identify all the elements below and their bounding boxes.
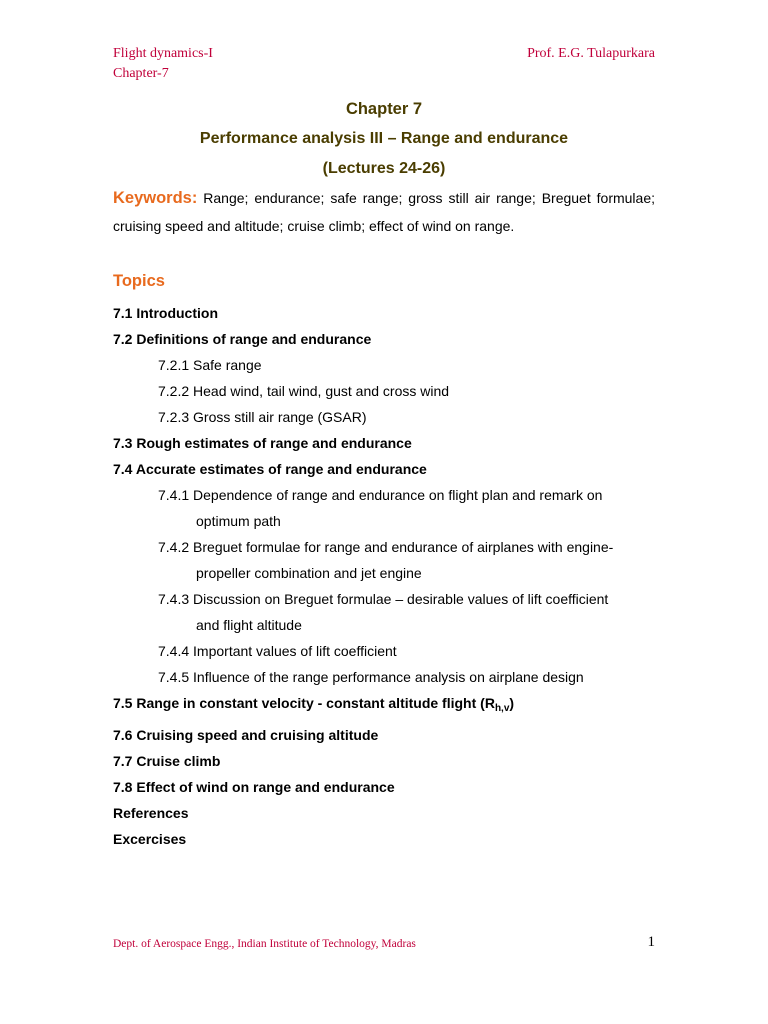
topics-heading: Topics	[113, 272, 165, 290]
footer-department: Dept. of Aerospace Engg., Indian Institute of Technology, Madras	[113, 938, 416, 950]
chapter-subtitle: Performance analysis III – Range and endurance	[199, 130, 569, 147]
closing-paren: )	[509, 695, 515, 711]
chapter-label: Chapter-7	[113, 66, 169, 81]
toc-item: 7.1 Introduction	[113, 305, 218, 321]
toc-item	[113, 690, 673, 722]
title-block	[0, 94, 768, 184]
toc-item-text: 7.5 Range in constant velocity - constant altitude flight (R	[113, 695, 495, 711]
toc-subitem: 7.2.1 Safe range	[158, 357, 262, 373]
author-name: Prof. E.G. Tulapurkara	[527, 46, 655, 61]
toc-item: 7.4 Accurate estimates of range and endurance	[113, 461, 427, 477]
toc-item: References	[113, 805, 189, 821]
toc-item: 7.7 Cruise climb	[113, 753, 221, 769]
toc-subitem-text: 7.4.2 Breguet formulae for range and endurance of airplanes with engine-	[158, 539, 614, 555]
keywords-text: Range; endurance; safe range; gross still air range; Breguet formulae; cruising speed and altitude; cruise climb; effect of wind on range.	[113, 190, 656, 234]
toc-item: Excercises	[113, 831, 187, 847]
toc-item: 7.2 Definitions of range and endurance	[113, 331, 372, 347]
toc-item: 7.8 Effect of wind on range and endurance	[113, 779, 395, 795]
toc-subitem: 7.4.5 Influence of the range performance analysis on airplane design	[158, 669, 584, 685]
subscript: h,v	[494, 703, 510, 714]
keywords-paragraph	[113, 184, 655, 240]
toc-subitem: 7.4.4 Important values of lift coefficient	[158, 643, 397, 659]
toc-subitem-continuation: optimum path	[196, 513, 281, 529]
lectures-label: (Lectures 24-26)	[322, 160, 446, 177]
course-title: Flight dynamics-I	[113, 46, 213, 61]
running-header-left	[113, 44, 213, 84]
toc-subitem-text: 7.4.3 Discussion on Breguet formulae – desirable values of lift coefficient	[158, 591, 609, 607]
page-number: 1	[647, 934, 655, 950]
toc-subitem-continuation: and flight altitude	[196, 617, 302, 633]
toc-item: 7.6 Cruising speed and cruising altitude	[113, 727, 379, 743]
toc-subitem-text: 7.4.1 Dependence of range and endurance on flight plan and remark on	[158, 487, 603, 503]
toc-subitem	[113, 482, 673, 534]
toc-subitem: 7.2.2 Head wind, tail wind, gust and cross wind	[158, 383, 450, 399]
toc-item: 7.3 Rough estimates of range and endurance	[113, 435, 412, 451]
chapter-heading: Chapter 7	[345, 100, 423, 118]
toc-subitem	[113, 586, 673, 638]
topics-list	[113, 300, 673, 852]
toc-subitem	[113, 534, 673, 586]
keywords-label: Keywords:	[113, 189, 198, 207]
toc-subitem: 7.2.3 Gross still air range (GSAR)	[158, 409, 367, 425]
toc-subitem-continuation: propeller combination and jet engine	[196, 565, 422, 581]
